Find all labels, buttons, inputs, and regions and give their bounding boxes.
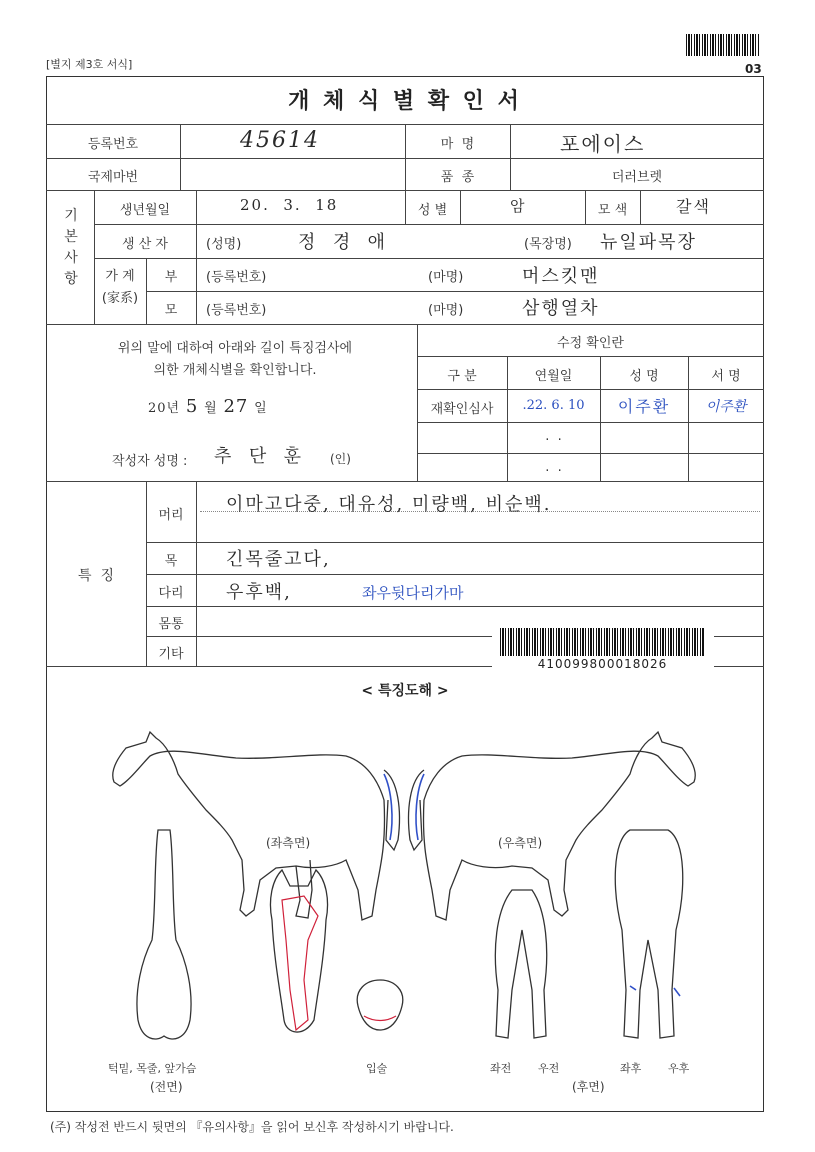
right-side-horse: [409, 732, 696, 920]
features-barcode-number: 410099800018026: [537, 657, 668, 671]
front-left-label: 좌전: [490, 1062, 512, 1075]
producer-name-label: (성명): [206, 237, 242, 252]
producer-label: 생 산 자: [122, 237, 168, 252]
writer-value: 추 단 훈: [214, 446, 304, 467]
sire-name-value: 머스킷맨: [522, 266, 600, 287]
muzzle-label: 입술: [366, 1062, 388, 1075]
left-side-horse: [113, 732, 400, 920]
sire-reg-label: (등록번호): [206, 270, 267, 285]
top-barcode: [686, 34, 760, 56]
revision-header-date: 연월일: [534, 369, 573, 384]
date-month-unit: 월: [204, 401, 218, 416]
sire-label: 부: [164, 270, 178, 285]
revision-row-name: 이주환: [617, 397, 671, 416]
body-label: 몸통: [158, 617, 184, 632]
dam-name-label: (마명): [428, 303, 464, 318]
neck-value: 긴목줄고다,: [226, 549, 331, 570]
intl-no-label: 국제마번: [87, 170, 139, 185]
dam-reg-label: (등록번호): [206, 303, 267, 318]
seal-label: (인): [330, 452, 351, 466]
front-right-label: 우전: [538, 1062, 560, 1075]
producer-name-value: 정 경 애: [298, 232, 388, 253]
form-label: [별지 제3호 서식]: [46, 58, 133, 71]
footer-note: (주) 작성전 반드시 뒷면의 『유의사항』을 읽어 보신후 작성하시기 바랍니다.: [50, 1120, 454, 1134]
date-month: 5: [185, 396, 199, 417]
revision-header-sign: 서 명: [711, 369, 741, 384]
horse-name-label: 마 명: [440, 137, 475, 152]
revision-row-date-2: . .: [545, 429, 562, 444]
legs-note: 좌우뒷다리가마: [362, 584, 464, 602]
revision-row-date: .22. 6. 10: [522, 398, 585, 413]
diagram-title: < 특징도해 >: [361, 683, 449, 699]
revision-title: 수정 확인란: [557, 336, 624, 351]
features-barcode: [500, 628, 705, 656]
confirmation-date: [148, 396, 268, 417]
dam-label: 모: [164, 303, 178, 318]
hind-left-label: 좌후: [620, 1062, 642, 1075]
front-label: (전면): [150, 1080, 183, 1094]
color-label: 모 색: [597, 203, 628, 218]
front-legs-view: [495, 890, 546, 1038]
farm-value: 뉴일파목장: [600, 232, 697, 253]
farm-label: (목장명): [524, 237, 572, 252]
right-side-label: (우측면): [498, 836, 543, 850]
basic-section-label: 기 본 사 항: [64, 208, 78, 287]
lineage-label: 가 계 (家系): [101, 269, 139, 306]
revision-row-type: 재확인심사: [430, 402, 494, 417]
date-prefix: 20년: [148, 401, 181, 416]
page-number: 03: [745, 62, 762, 76]
confirmation-statement: 위의 말에 대하여 아래와 길이 특징검사에 의한 개체식별을 확인합니다.: [117, 341, 353, 378]
muzzle-view: [357, 980, 403, 1030]
legs-value: 우후백,: [226, 582, 292, 603]
revision-row-date-3: . .: [545, 460, 562, 475]
reg-no-label: 등록번호: [87, 137, 139, 152]
sex-label: 성 별: [417, 203, 448, 218]
date-day: 27: [223, 396, 249, 417]
front-view-horse: [137, 830, 191, 1039]
dam-name-value: 삼행열차: [522, 298, 600, 319]
head-value: 이마고다중, 대유성, 미량백, 비순백.: [226, 494, 552, 515]
revision-row-sign: 이주환: [705, 399, 747, 415]
horse-diagram: [46, 690, 762, 1070]
other-label: 기타: [158, 647, 184, 662]
revision-header-type: 구 분: [447, 369, 477, 384]
head-label: 머리: [158, 508, 184, 523]
color-value: 갈색: [676, 197, 711, 216]
rear-label: (후면): [572, 1080, 605, 1094]
reg-no-value: 45614: [240, 128, 320, 153]
sex-value: 암: [510, 197, 527, 215]
birth-value: 20. 3. 18: [240, 196, 339, 214]
breed-label: 품 종: [440, 170, 475, 185]
page-title: 개 체 식 별 확 인 서: [288, 89, 522, 114]
front-caption: 턱밑, 목줄, 앞가슴: [108, 1062, 197, 1075]
sire-name-label: (마명): [428, 270, 464, 285]
breed-value: 더러브렛: [611, 170, 663, 185]
horse-name-value: 포에이스: [560, 132, 646, 156]
left-side-label: (좌측면): [266, 836, 311, 850]
hind-right-label: 우후: [668, 1062, 690, 1075]
revision-header-name: 성 명: [629, 369, 659, 384]
birth-label: 생년월일: [119, 203, 171, 218]
features-section-label: 특 징: [78, 568, 114, 584]
date-day-unit: 일: [254, 401, 268, 416]
rear-view-horse: [615, 830, 682, 1038]
neck-label: 목: [164, 554, 178, 569]
writer-label: 작성자 성명 :: [112, 454, 188, 469]
legs-label: 다리: [158, 586, 184, 601]
